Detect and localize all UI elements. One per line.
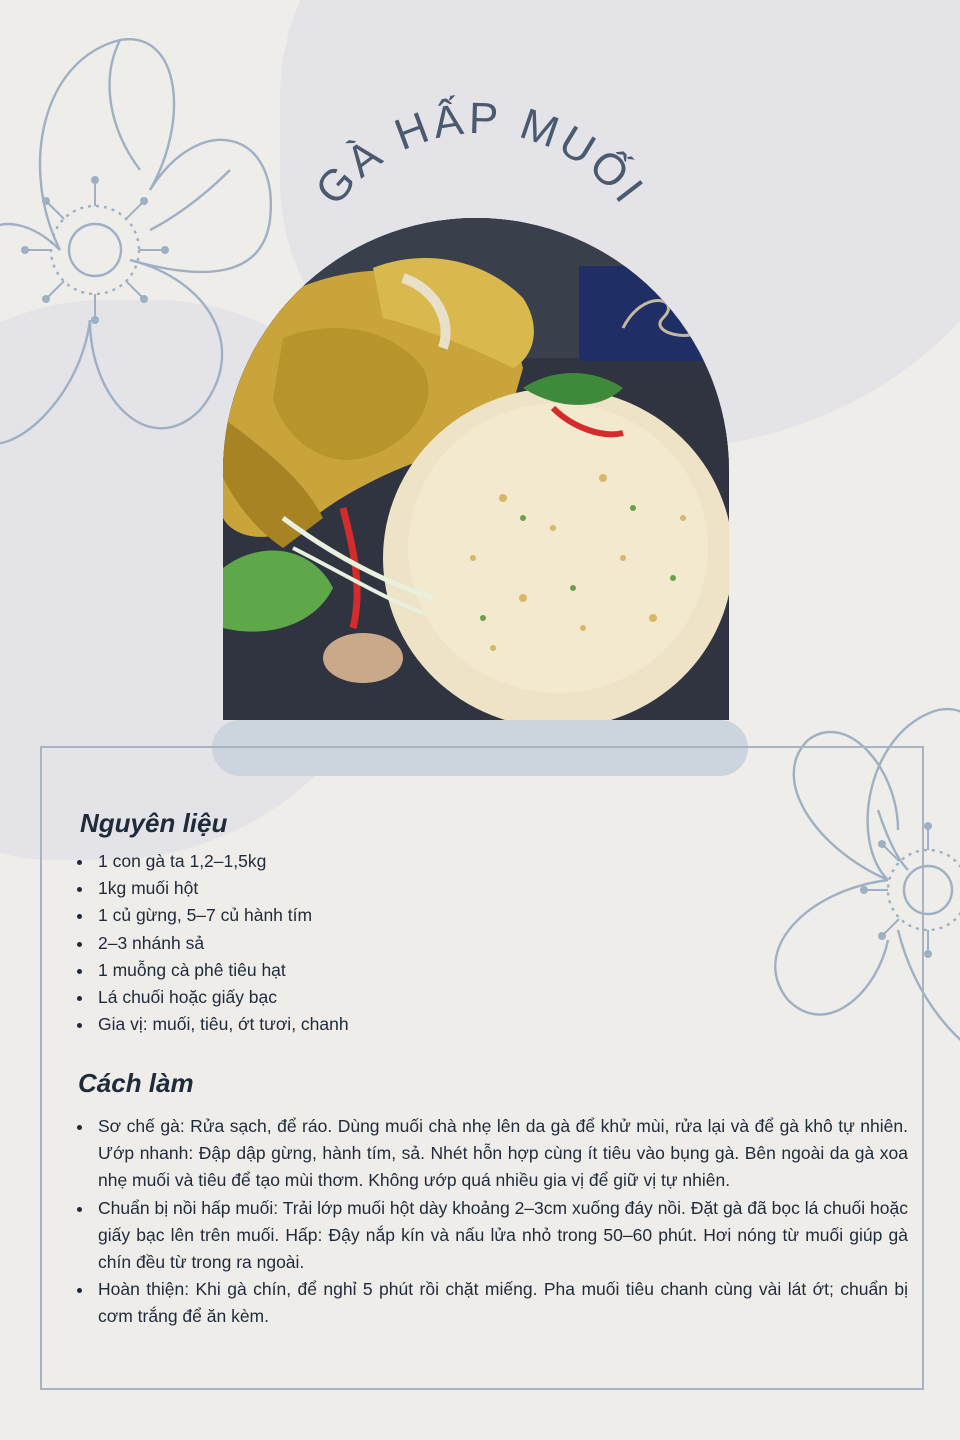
- list-item: • 1 con gà ta 1,2–1,5kg: [94, 848, 514, 875]
- list-item: • 1kg muối hột: [94, 875, 514, 902]
- list-item: • Chuẩn bị nồi hấp muối: Trải lớp muối hột dày khoảng 2–3cm xuống đáy nồi. Đặt gà đã bọc lá chuối hoặc giấy bạc lên trên muối. Hấp: Đậy nắp kín và nấu lửa nhỏ trong 50–60 phút. Hơi nóng từ muối giúp gà chín đều từ trong ra ngoài.: [94, 1195, 908, 1277]
- list-item: • 1 muỗng cà phê tiêu hạt: [94, 957, 514, 984]
- list-item: • Sơ chế gà: Rửa sạch, để ráo. Dùng muối chà nhẹ lên da gà để khử mùi, rửa lại và để gà khô tự nhiên. Ướp nhanh: Đập dập gừng, hành tím, sả. Nhét hỗn hợp cùng ít tiêu vào bụng gà. Bên ngoài da gà xoa nhẹ muối và tiêu để tạo mùi thơm. Không ướp quá nhiều gia vị để giữ vị tự nhiên.: [94, 1113, 908, 1195]
- method-heading: Cách làm: [78, 1068, 194, 1098]
- list-item: • Hoàn thiện: Khi gà chín, để nghỉ 5 phút rồi chặt miếng. Pha muối tiêu chanh cùng vài lát ớt; chuẩn bị cơm trắng để ăn kèm.: [94, 1276, 908, 1330]
- list-item: • 1 củ gừng, 5–7 củ hành tím: [94, 902, 514, 929]
- list-item: • Gia vị: muối, tiêu, ớt tươi, chanh: [94, 1011, 514, 1038]
- dish-photo: [223, 218, 729, 720]
- method-steps-list: [72, 1113, 908, 1331]
- page-title: GÀ HẤP MUỐI: [306, 93, 655, 215]
- ingredients-list: [72, 848, 514, 1038]
- ingredients-heading: Nguyên liệu: [80, 808, 228, 838]
- list-item: • 2–3 nhánh sả: [94, 930, 514, 957]
- list-item: • Lá chuối hoặc giấy bạc: [94, 984, 514, 1011]
